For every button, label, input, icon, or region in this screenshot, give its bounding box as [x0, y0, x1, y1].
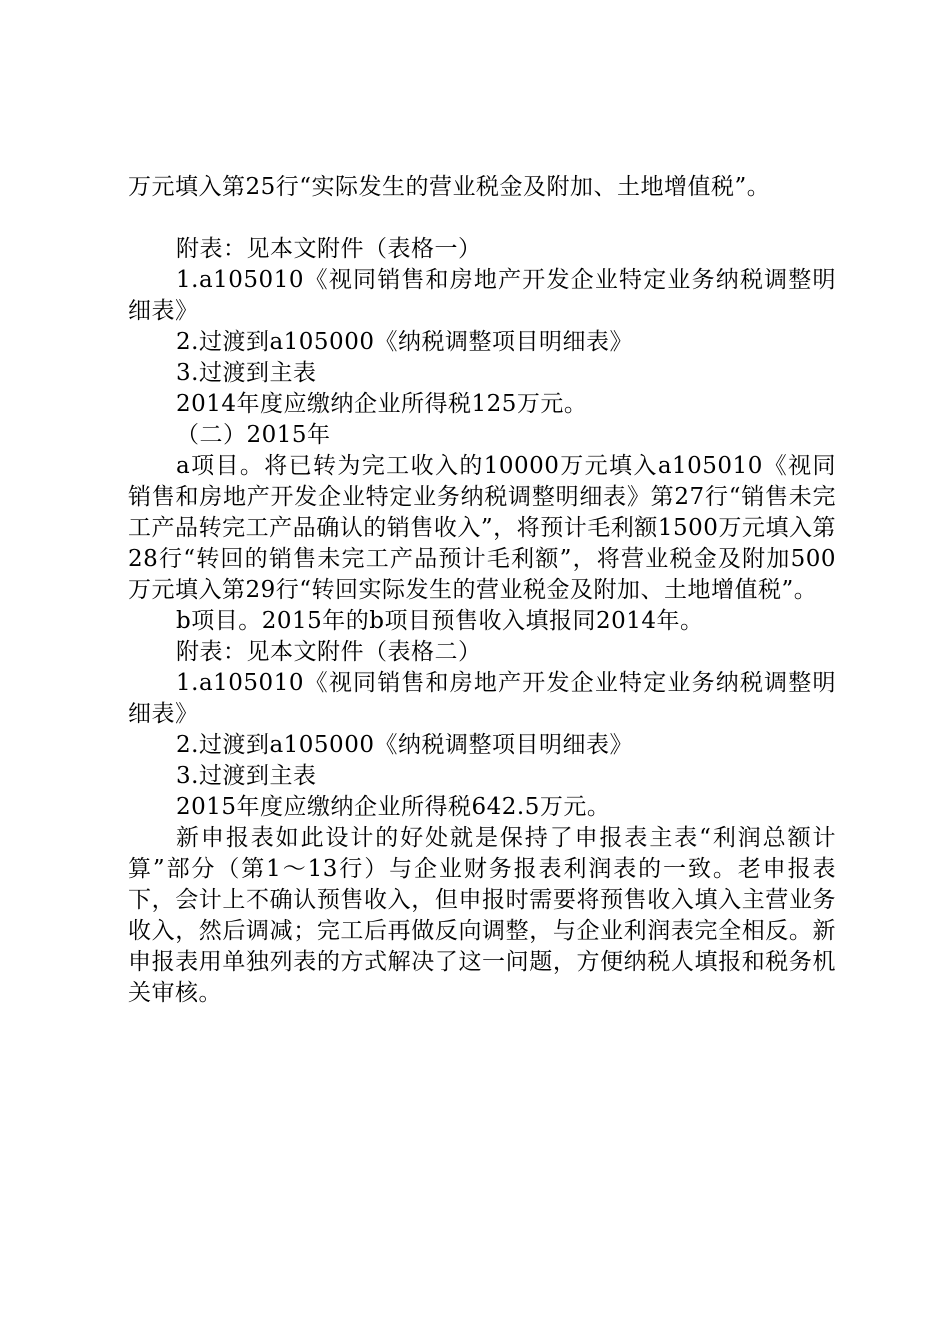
paragraph-project-a: a项目。将已转为完工收入的10000万元填入a105010《视同销售和房地产开发企业特定业务纳税调整明细表》第27行“销售未完工产品转完工产品确认的销售收入”，将预计毛利额1500万元填入第28行“转回的销售未完工产品预计毛利额”，将营业税金及附加500万元填入第29行“转回实际发生的营业税金及附加、土地增值税”。 [128, 453, 836, 603]
paragraph-step-2a: 2.过渡到a105000《纳税调整项目明细表》 [176, 329, 633, 355]
paragraph-attachment-1: 附表：见本文附件（表格一） [176, 236, 482, 262]
paragraph-conclusion: 新申报表如此设计的好处就是保持了申报表主表“利润总额计算”部分（第1～13行）与企业财务报表利润表的一致。老申报表下，会计上不确认预售收入，但申报时需要将预售收入填入主营业务收入，然后调减；完工后再做反向调整，与企业利润表完全相反。新申报表用单独列表的方式解决了这一问题，方便纳税人填报和税务机关审核。 [128, 825, 836, 1006]
document-body [128, 172, 836, 1009]
paragraph-step-3b: 3.过渡到主表 [176, 763, 317, 789]
paragraph-attachment-2: 附表：见本文附件（表格二） [176, 639, 482, 665]
paragraph-gap [128, 203, 836, 234]
section-heading-2015: （二）2015年 [176, 422, 331, 448]
paragraph-project-b: b项目。2015年的b项目预售收入填报同2014年。 [176, 608, 704, 634]
paragraph-step-1a: 1.a105010《视同销售和房地产开发企业特定业务纳税调整明细表》 [128, 267, 836, 324]
paragraph-tax-2014: 2014年度应缴纳企业所得税125万元。 [176, 391, 588, 417]
paragraph-step-3a: 3.过渡到主表 [176, 360, 317, 386]
paragraph-continuation: 万元填入第25行“实际发生的营业税金及附加、土地增值税”。 [128, 174, 771, 200]
paragraph-step-2b: 2.过渡到a105000《纳税调整项目明细表》 [176, 732, 633, 758]
paragraph-tax-2015: 2015年度应缴纳企业所得税642.5万元。 [176, 794, 611, 820]
paragraph-step-1b: 1.a105010《视同销售和房地产开发企业特定业务纳税调整明细表》 [128, 670, 836, 727]
